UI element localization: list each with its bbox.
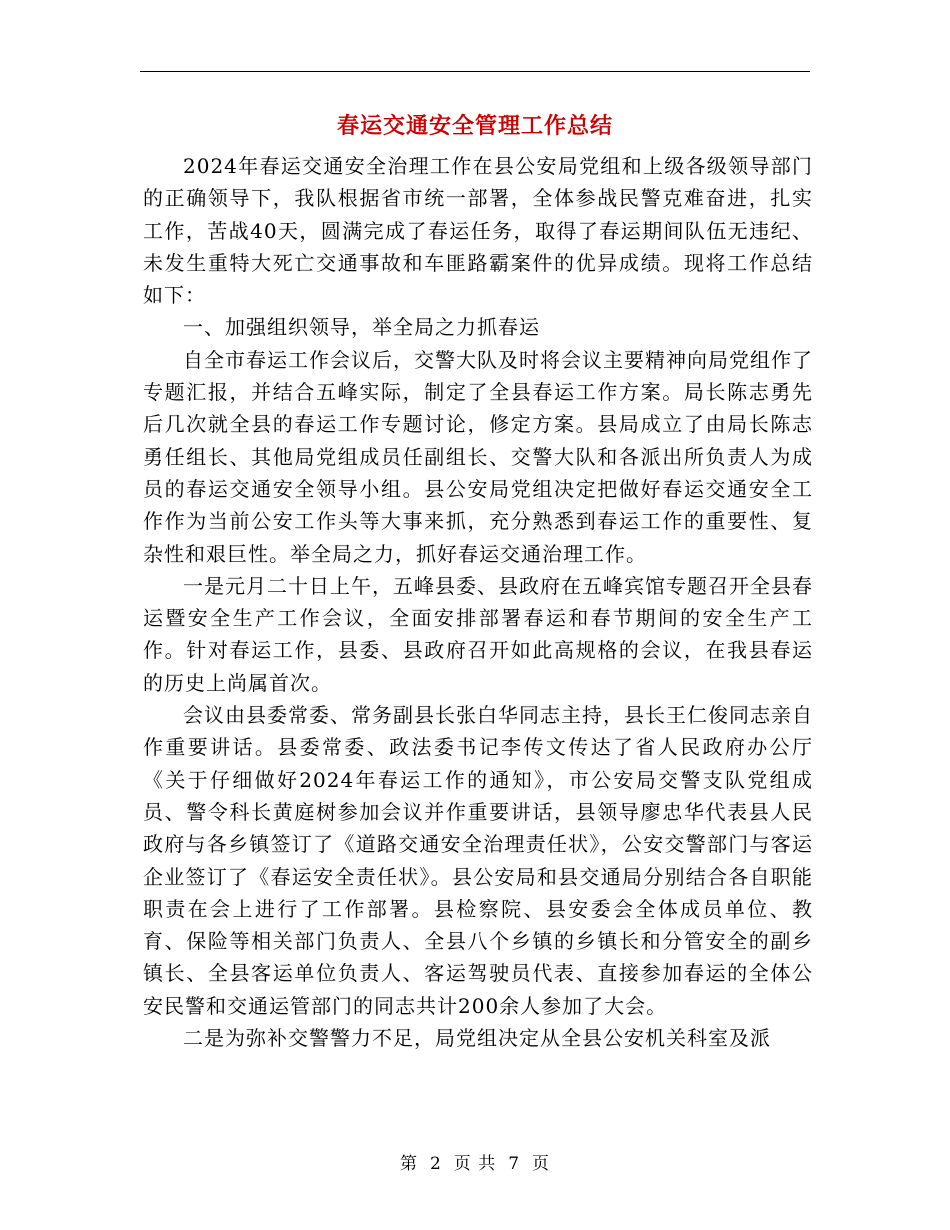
section-heading-1: 一、加强组织领导，举全局之力抓春运 bbox=[183, 315, 540, 340]
total-pages: 7 bbox=[508, 1154, 521, 1174]
document-title: 春运交通安全管理工作总结 bbox=[336, 113, 613, 139]
header-rule bbox=[140, 71, 810, 72]
footer-prefix: 第 bbox=[399, 1154, 418, 1174]
page-footer bbox=[0, 1152, 950, 1176]
paragraph-organization: 自全市春运工作会议后，交警大队及时将会议主要精神向局党组作了专题汇报，并结合五峰实际，制定了全县春运工作方案。局长陈志勇先后几次就全县的春运工作专题讨论，修定方案。县局成立了由局长陈志勇任组长、其他局党组成员任副组长、交警大队和各派出所负责人为成员的春运交通安全领导小组。县公安局党组决定把做好春运交通安全工作作为当前公安工作头等大事来抓，充分熟悉到春运工作的重要性、复杂性和艰巨性。举全局之力，抓好春运交通治理工作。 bbox=[143, 347, 813, 566]
paragraph-intro: 2024年春运交通安全治理工作在县公安局党组和上级各级领导部门的正确领导下，我队根据省市统一部署，全体参战民警克难奋进，扎实工作，苦战40天，圆满完成了春运任务，取得了春运期间队伍无违纪、未发生重特大死亡交通事故和车匪路霸案件的优异成绩。现将工作总结如下： bbox=[143, 154, 813, 308]
paragraph-police-force: 二是为弥补交警警力不足，局党组决定从全县公安机关科室及派 bbox=[183, 1026, 771, 1051]
footer-suffix: 页 bbox=[532, 1154, 551, 1174]
footer-middle: 页 共 bbox=[453, 1154, 497, 1174]
page-number: 2 bbox=[429, 1154, 442, 1174]
document-body bbox=[143, 150, 813, 1054]
paragraph-meeting: 一是元月二十日上午，五峰县委、县政府在五峰宾馆专题召开全县春运暨安全生产工作会议，全面安排部署春运和春节期间的安全生产工作。针对春运工作，县委、县政府召开如此高规格的会议，在我县春运的历史上尚属首次。 bbox=[143, 573, 813, 695]
paragraph-meeting-details: 会议由县委常委、常务副县长张白华同志主持，县长王仁俊同志亲自作重要讲话。县委常委、政法委书记李传文传达了省人民政府办公厅《关于仔细做好2024年春运工作的通知》，市公安局交警支队党组成员、警令科长黄庭树参加会议并作重要讲话，县领导廖忠华代表县人民政府与各乡镇签订了《道路交通安全治理责任状》，公安交警部门与客运企业签订了《春运安全责任状》。县公安局和县交通局分别结合各自职能职责在会上进行了工作部署。县检察院、县安委会全体成员单位、教育、保险等相关部门负责人、全县八个乡镇的乡镇长和分管安全的副乡镇长、全县客运单位负责人、客运驾驶员代表、直接参加春运的全体公安民警和交通运管部门的同志共计200余人参加了大会。 bbox=[143, 703, 813, 1018]
